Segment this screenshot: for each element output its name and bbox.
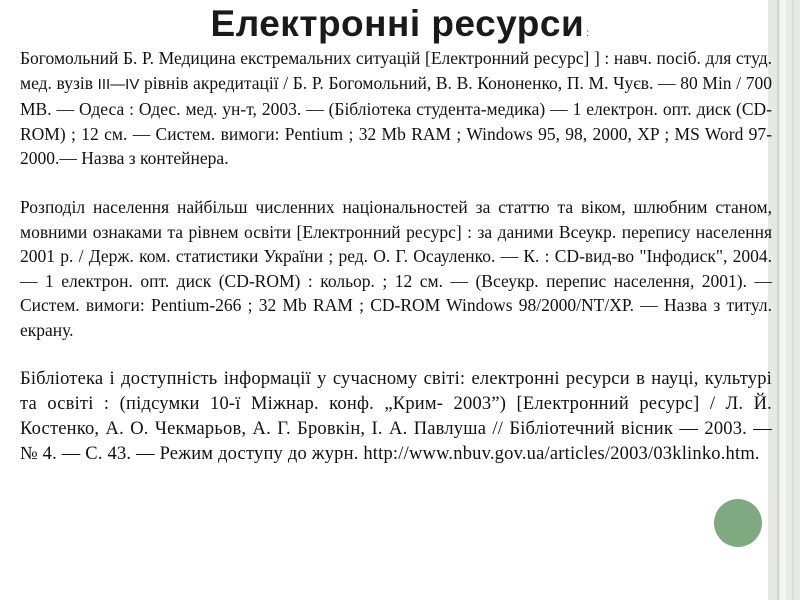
rail-stripe [780,0,786,600]
entry-text: рівнів акредитації / Б. Р. Богомольний, В. В. Кононенко, П. М. Чуєв. — 80 Min / 700 MB. — Одеса : Одес. мед. ун-т, 2003. — (Бібліотека студента-медика) — 1 електрон. опт. диск (CD-ROM) ; 12 см. — Систем. вимоги: Pentium ; 32 Mb RAM ; Windows 95, 98, 2000, XP ; MS Word 97-2000.— Назва з контейнера. [20,72,772,168]
bibliography-entry: Розподіл населення найбільш численних національностей за статтю та віком, шлюбним станом, мовними ознаками та рівнем освіти [Електронний ресурс] : за даними Всеукр. перепису населення 2001 р. / Держ. ком. статистики України ; ред. О. Г. Осауленко. — К. : CD-вид-во "Інфодиск", 2004. — 1 електрон. опт. диск (CD-ROM) : кольор. ; 12 см. — (Всеукр. перепис населення, 2001). — Систем. вимоги: Pentium-266 ; 32 Mb RAM ; CD-ROM Windows 98/2000/NT/XP. — Назва з титул. екрану. [20,197,772,340]
rail-stripe [777,0,779,600]
decorative-circle [714,499,762,547]
rail-stripe [792,0,794,600]
entry-text: Богомольний Б. Р. Медицина екстремальних ситуацій [Електронний ресурс] ] : навч. посіб. для студ. мед. вузів [20,48,772,93]
bibliography-entry [20,46,772,171]
bibliography-list [20,46,772,491]
page-title-colon: : [586,28,590,39]
entry-levels: ІІІ—IV [97,75,140,93]
bibliography-entry: Бібліотека і доступність інформації у сучасному світі: електронні ресурси в науці, культурі та освіті : (підсумки 10-ї Міжнар. конф. „Крим- 2003”) [Електронний ресурс] / Л. Й. Костенко, А. О. Чекмарьов, А. Г. Бровкін, І. А. Павлуша // Бібліотечний вісник — 2003. — № 4. — С. 43. — Режим доступу до журн. http://www.nbuv.gov.ua/articles/2003/03klinko.htm. [20,368,772,464]
page-title-text: Електронні ресурси [210,3,585,44]
